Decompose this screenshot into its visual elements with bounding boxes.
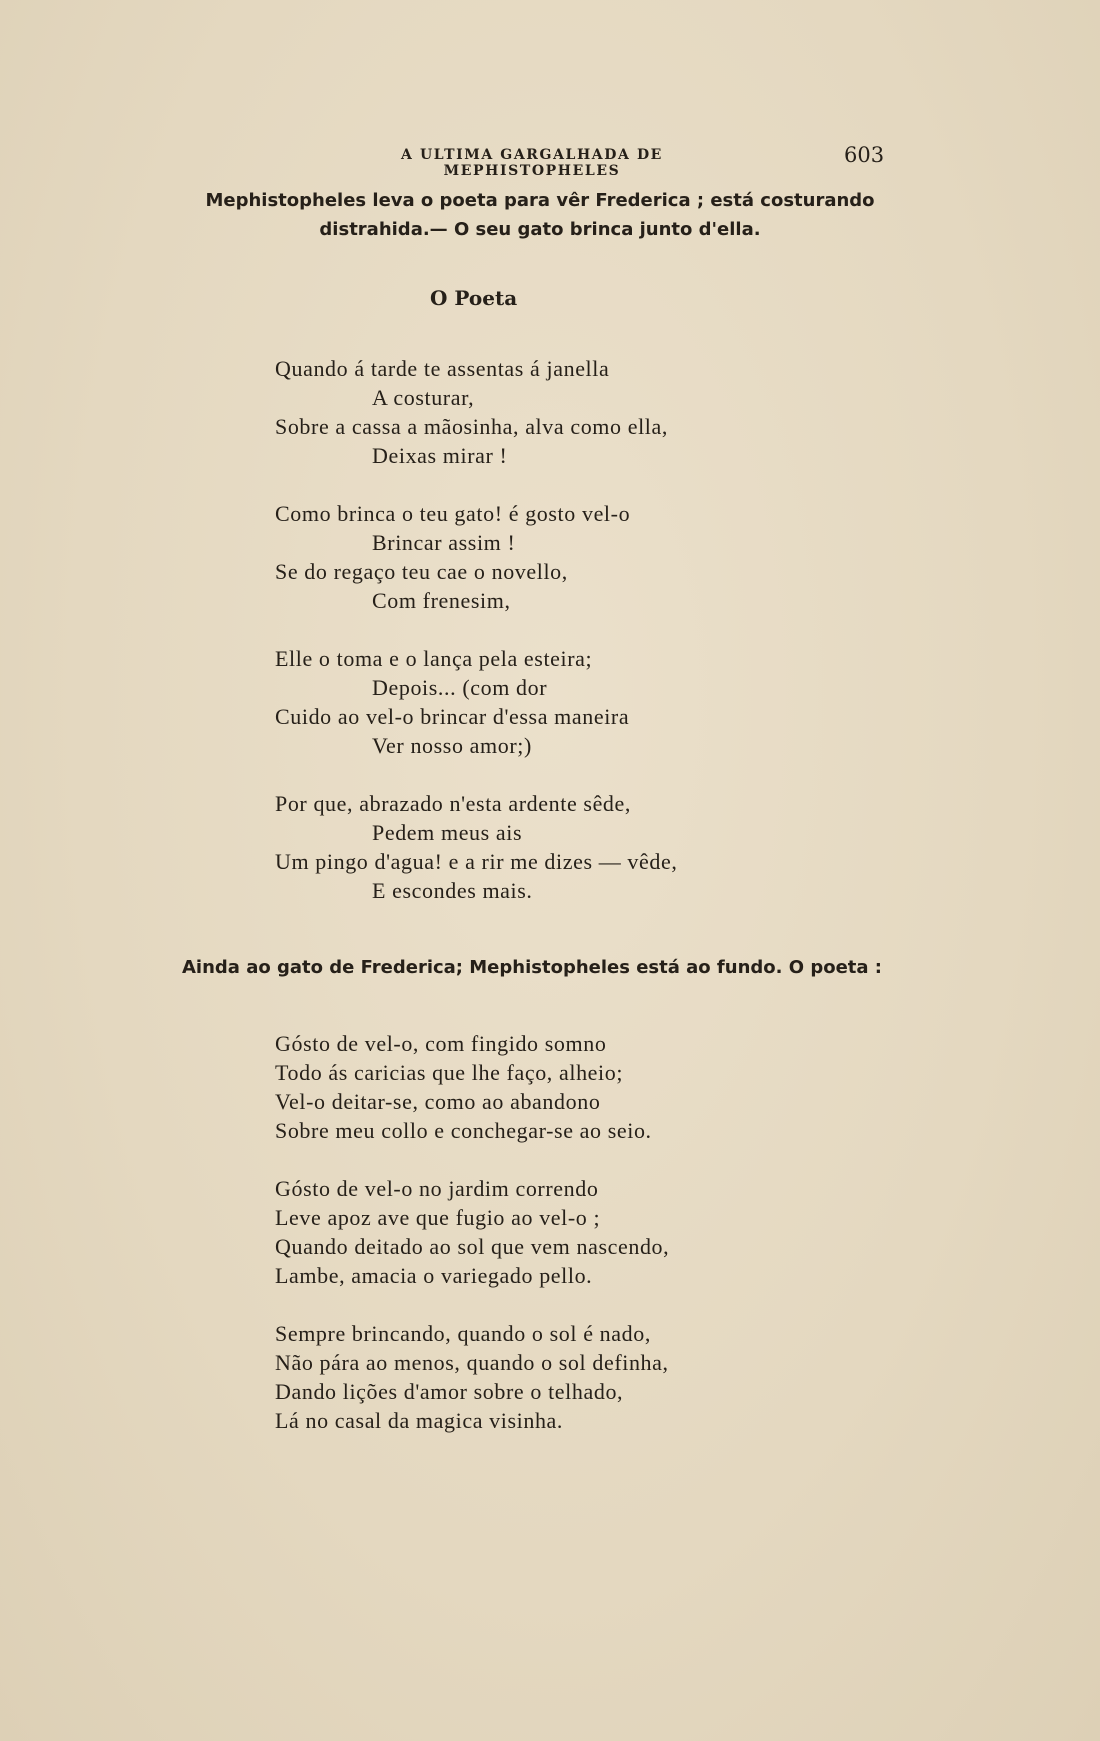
verse-line: E escondes mais. (372, 878, 533, 903)
verse-line: Sobre meu collo e conchegar-se ao seio. (275, 1118, 652, 1143)
stanza (275, 354, 677, 470)
verse-line: Lá no casal da magica visinha. (275, 1408, 564, 1433)
stage-direction: Ainda ao gato de Frederica; Mephistopheles está ao fundo. O poeta : (182, 957, 882, 978)
stanza (275, 1174, 669, 1290)
verse-line: Leve apoz ave que fugio ao vel-o ; (275, 1205, 601, 1230)
verse-line: Depois... (com dor (372, 675, 548, 700)
verse-line: Brincar assim ! (372, 530, 516, 555)
verse-line: A costurar, (372, 385, 475, 410)
verse-line: Com frenesim, (372, 588, 511, 613)
verse-line: Todo ás caricias que lhe faço, alheio; (275, 1060, 624, 1085)
verse-line: Sobre a cassa a mãosinha, alva como ella, (275, 414, 668, 439)
verse-line: Como brinca o teu gato! é gosto vel-o (275, 501, 631, 526)
poem-first (275, 354, 677, 934)
verse-line: Quando á tarde te assentas á janella (275, 356, 610, 381)
verse-line: Cuido ao vel-o brincar d'essa maneira (275, 704, 630, 729)
poem-second (275, 1029, 669, 1464)
verse-line: Deixas mirar ! (372, 443, 508, 468)
verse-line: Se do regaço teu cae o novello, (275, 559, 568, 584)
verse-line: Por que, abrazado n'esta ardente sêde, (275, 791, 632, 816)
running-header (0, 143, 1100, 179)
stanza (275, 499, 677, 615)
stanza (275, 789, 677, 905)
stanza (275, 644, 677, 760)
verse-line: Ver nosso amor;) (372, 733, 532, 758)
verse-line: Gósto de vel-o no jardim correndo (275, 1176, 599, 1201)
verse-line: Pedem meus ais (372, 820, 523, 845)
verse-line: Lambe, amacia o variegado pello. (275, 1263, 593, 1288)
stage-direction: Mephistopheles leva o poeta para vêr Frederica ; está costurando distrahida.— O seu gato brinca junto d'ella. (205, 190, 875, 240)
section-heading: O Poeta (430, 286, 518, 310)
verse-line: Não pára ao menos, quando o sol definha, (275, 1350, 669, 1375)
verse-line: Vel-o deitar-se, como ao abandono (275, 1089, 601, 1114)
verse-line: Dando lições d'amor sobre o telhado, (275, 1379, 624, 1404)
stanza (275, 1319, 669, 1435)
verse-line: Quando deitado ao sol que vem nascendo, (275, 1234, 670, 1259)
page-number: 603 (844, 143, 885, 167)
verse-line: Elle o toma e o lança pela esteira; (275, 646, 593, 671)
verse-line: Sempre brincando, quando o sol é nado, (275, 1321, 651, 1346)
verse-line: Gósto de vel-o, com fingido somno (275, 1031, 607, 1056)
verse-line: Um pingo d'agua! e a rir me dizes — vêde, (275, 849, 678, 874)
running-title: A ULTIMA GARGALHADA DE MEPHISTOPHELES (401, 147, 663, 179)
stanza (275, 1029, 669, 1145)
